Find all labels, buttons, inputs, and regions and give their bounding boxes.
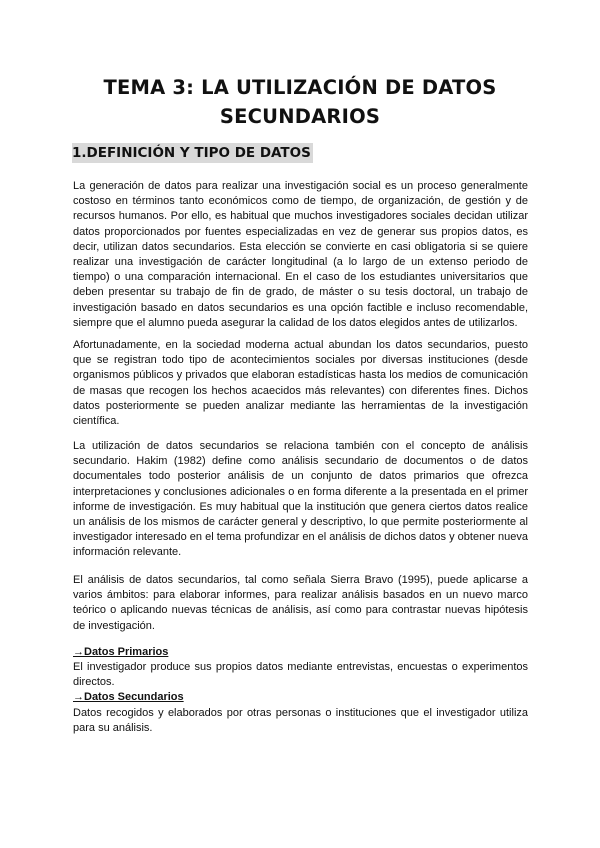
primary-data-description: El investigador produce sus propios datos mediante entrevistas, encuestas o experimentos directos. bbox=[73, 661, 528, 689]
title-line-2: SECUNDARIOS bbox=[219, 105, 381, 128]
secondary-data-label: Datos Secundarios bbox=[84, 691, 184, 703]
paragraph-intro: La generación de datos para realizar una investigación social es un proceso generalmente costoso en términos tanto económicos como de tiempo, de organización, de gestión y de recursos humanos. Por ello, es habitual que muchos investigadores sociales decidan utilizar datos proporcionados por fuentes especializadas en vez de generar sus propios datos, es decir, utilizan datos secundarios. Esta elección se convierte en casi obligatoria si se quiere realizar una investigación de carácter longitudinal (a lo largo de un extenso periodo de tiempo) o una comparación internacional. En el caso de los estudiantes universitarios que deben presentar su trabajo de fin de grado, de máster o su tesis doctoral, un trabajo de investigación basado en datos secundarios es una opción factible e incluso recomendable, siempre que el alumno pueda asegurar la calidad de los datos elegidos antes de utilizarlos. bbox=[73, 180, 528, 329]
paragraph-secondary-analysis: La utilización de datos secundarios se relaciona también con el concepto de análisis secundario. Hakim (1982) define como análisis secundario de documentos o de datos documentales todo posterior análisis de un conjunto de datos primarios que ofrezca interpretaciones y conclusiones adicionales o en forma diferente a la presentada en el primer informe de investigación. Es muy habitual que la institución que genera ciertos datos realice un análisis de los mismos de carácter general y descriptivo, lo que permite posteriormente al investigador interesado en el tema profundizar en el análisis de dichos datos y obtener nueva información relevante. bbox=[73, 440, 528, 559]
paragraph-applications: El análisis de datos secundarios, tal como señala Sierra Bravo (1995), puede aplicarse a varios ámbitos: para elaborar informes, para realizar análisis basados en un nuevo marco teórico o aplicando nuevas técnicas de análisis, así como para contrastar nuevas hipótesis de investigación. bbox=[73, 574, 528, 632]
secondary-data-description: Datos recogidos y elaborados por otras personas o instituciones que el investigador utiliza para su análisis. bbox=[73, 707, 528, 735]
primary-data-heading bbox=[73, 645, 168, 660]
arrow-right-icon: → bbox=[73, 646, 84, 658]
primary-data-label: Datos Primarios bbox=[84, 646, 169, 658]
title-line-1: TEMA 3: LA UTILIZACIÓN DE DATOS bbox=[103, 76, 497, 99]
secondary-data-heading bbox=[73, 690, 184, 705]
arrow-right-icon: → bbox=[73, 691, 84, 703]
section-heading: 1.DEFINICIÓN Y TIPO DE DATOS bbox=[72, 145, 311, 161]
paragraph-abundance: Afortunadamente, en la sociedad moderna actual abundan los datos secundarios, puesto que se registran todo tipo de acontecimientos sociales por diversas instituciones (desde organismos públicos y privados que elaboran estadísticas hasta los medios de comunicación de masas que recogen los hechos acaecidos más relevantes) con diferentes fines. Dichos datos posteriormente se pueden analizar mediante las herramientas de la investigación científica. bbox=[73, 339, 528, 428]
page-title bbox=[0, 73, 600, 131]
